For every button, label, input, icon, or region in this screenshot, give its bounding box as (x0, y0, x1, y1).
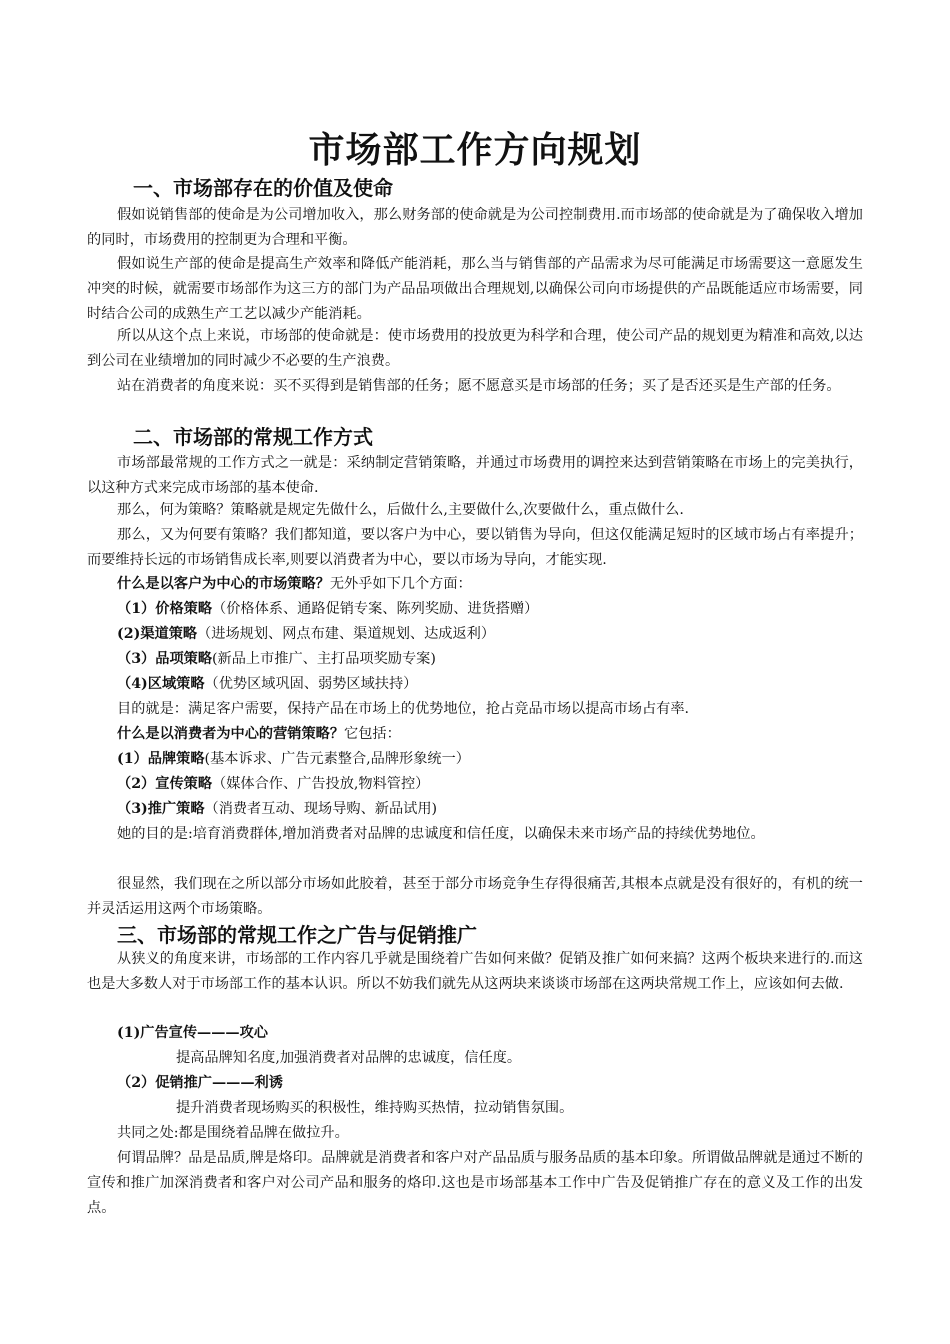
answer-text: 它包括： (344, 726, 401, 742)
paragraph: 假如说生产部的使命是提高生产效率和降低产能消耗，那么当与销售部的产品需求为尽可能满足市场需要这一意愿发生冲突的时候，就需要市场部作为这三方的部门为产品品项做出合理规划,以确保公司向市场提供的产品既能适应市场需要，同时结合公司的成熟生产工艺以减少产能消耗。 (87, 256, 863, 322)
list-item-desc: 提高品牌知名度,加强消费者对品牌的忠诚度，信任度。 (176, 1050, 522, 1066)
question-text: 什么是以客户为中心的市场策略？ (117, 576, 330, 592)
question-text: 什么是以消费者为中心的营销策略？ (117, 726, 345, 742)
section-heading-1: 一、市场部存在的价值及使命 (133, 176, 393, 200)
answer-text: 无外乎如下几个方面： (329, 576, 472, 592)
paragraph: 那么，何为策略？策略就是规定先做什么，后做什么,主要做什么,次要做什么，重点做什么. (117, 502, 684, 518)
list-item-label: （2）促销推广———利诱 (117, 1075, 283, 1091)
consumer-strategy-question (117, 722, 401, 747)
list-item-desc: 提升消费者现场购买的积极性，维持购买热情，拉动销售氛围。 (176, 1100, 574, 1116)
list-item: (1）品牌策略(基本诉求、广告元素整合,品牌形象统一） (117, 751, 470, 767)
common-point: 共同之处:都是围绕着品牌在做拉升。 (117, 1125, 349, 1141)
list-item-label: (1)广告宣传———攻心 (117, 1025, 268, 1041)
paragraph: 站在消费者的角度来说：买不买得到是销售部的任务；愿不愿意买是市场部的任务；买了是否还买是生产部的任务。 (117, 378, 841, 394)
customer-strategy-question (117, 572, 472, 597)
list-item: （3）品项策略(新品上市推广、主打品项奖励专案) (117, 651, 436, 667)
section-heading-2: 二、市场部的常规工作方式 (133, 425, 373, 449)
list-item: （3)推广策略（消费者互动、现场导购、新品试用) (117, 801, 438, 817)
list-item: （1）价格策略（价格体系、通路促销专案、陈列奖励、进货搭赠） (117, 601, 539, 617)
paragraph: 很显然，我们现在之所以部分市场如此胶着，甚至于部分市场竞争生存得很痛苦,其根本点就是没有很好的，有机的统一并灵活运用这两个市场策略。 (87, 876, 863, 917)
section-heading-3: 三、市场部的常规工作之广告与促销推广 (117, 923, 477, 947)
paragraph: 何谓品牌？品是品质,牌是烙印。品牌就是消费者和客户对产品品质与服务品质的基本印象。所谓做品牌就是通过不断的宣传和推广加深消费者和客户对公司产品和服务的烙印.这也是市场部基本工作中广告及促销推广存在的意义及工作的出发点。 (87, 1150, 863, 1216)
paragraph: 市场部最常规的工作方式之一就是：采纳制定营销策略，并通过市场费用的调控来达到营销策略在市场上的完美执行，以这种方式来完成市场部的基本使命. (87, 455, 863, 496)
paragraph: 从狭义的角度来讲，市场部的工作内容几乎就是围绕着广告如何来做？促销及推广如何来搞？这两个板块来进行的.而这也是大多数人对于市场部工作的基本认识。所以不妨我们就先从这两块来谈谈市场部在这两块常规工作上，应该如何去做. (87, 951, 863, 992)
list-item: （4)区域策略（优势区域巩固、弱势区域扶持） (117, 676, 418, 692)
list-item: （2）宣传策略（媒体合作、广告投放,物料管控） (117, 776, 430, 792)
customer-strategy-goal: 目的就是：满足客户需要，保持产品在市场上的优势地位，抢占竞品市场以提高市场占有率. (117, 701, 690, 717)
paragraph: 所以从这个点上来说，市场部的使命就是：使市场费用的投放更为科学和合理，使公司产品的规划更为精准和高效,以达到公司在业绩增加的同时减少不必要的生产浪费。 (87, 328, 863, 369)
paragraph: 那么，又为何要有策略？我们都知道，要以客户为中心，要以销售为导向，但这仅能满足短时的区域市场占有率提升；而要维持长远的市场销售成长率,则要以消费者为中心，要以市场为导向，才能实现. (87, 527, 863, 568)
list-item: (2)渠道策略（进场规划、网点布建、渠道规划、达成返利） (117, 626, 496, 642)
consumer-strategy-goal: 她的目的是:培育消费群体,增加消费者对品牌的忠诚度和信任度，以确保未来市场产品的持续优势地位。 (117, 826, 765, 842)
page-title: 市场部工作方向规划 (308, 129, 642, 171)
paragraph: 假如说销售部的使命是为公司增加收入，那么财务部的使命就是为公司控制费用.而市场部的使命就是为了确保收入增加的同时，市场费用的控制更为合理和平衡。 (87, 207, 863, 248)
